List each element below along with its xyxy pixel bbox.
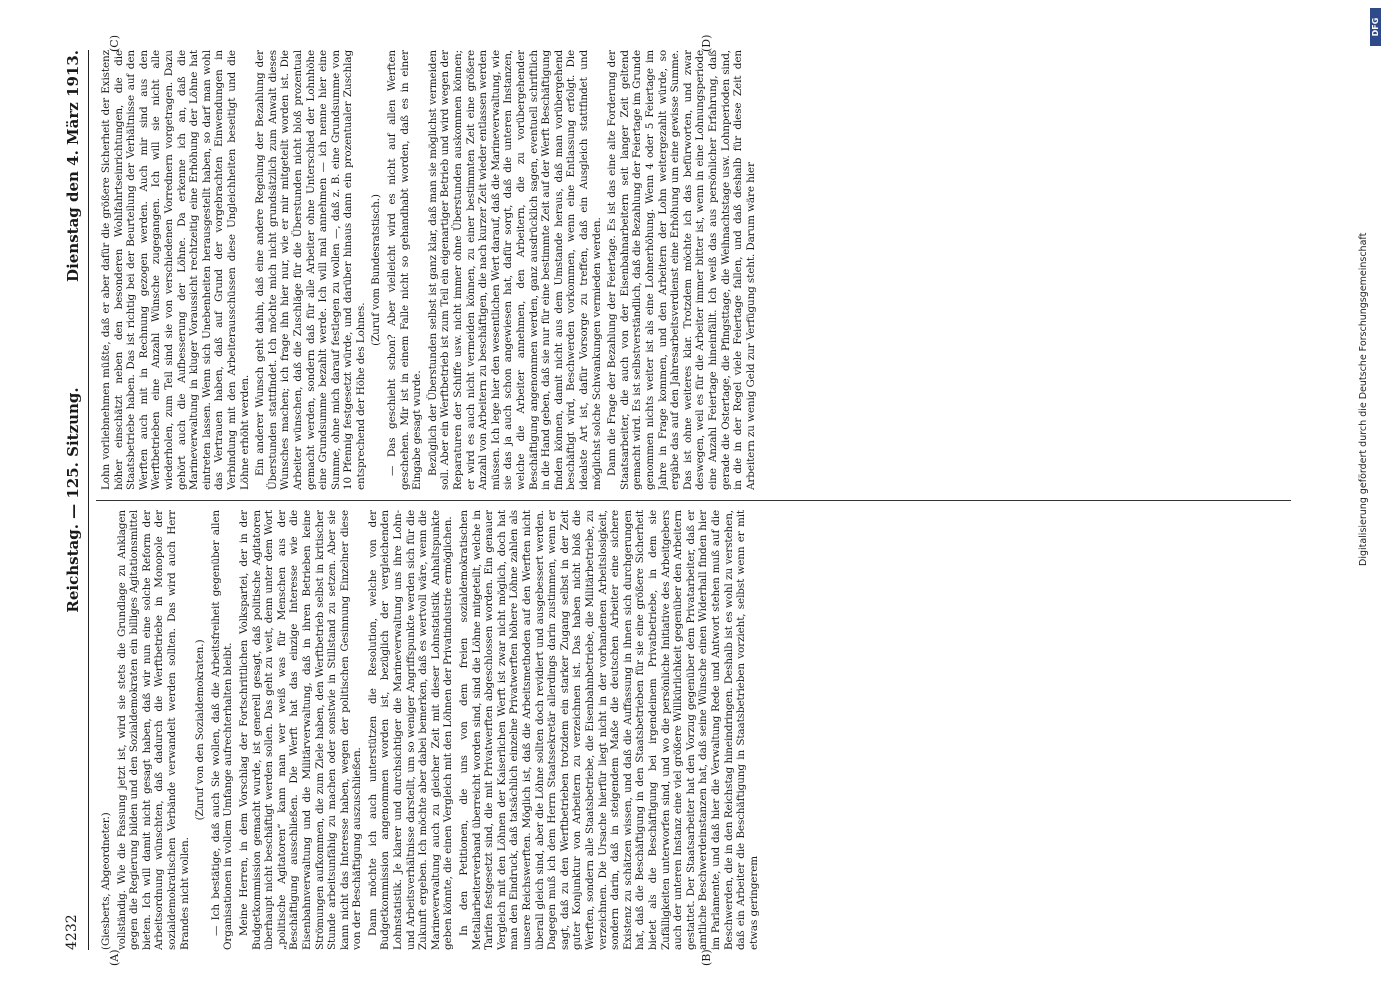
speaker-label: (Giesberts, Abgeordneter.) <box>100 812 112 950</box>
paragraph: Dann möchte ich auch unterstützen die Resolution, welche von der Budgetkommission angenommen worden ist, bezüglich der vergleichenden Lohnstatistik. Je klarer und durchsichtiger die Marineverwaltung uns ihre Lohn- und Arbeitsverhältnisse darstellt, um so weniger Angriffspunkte werden sich für die Zukunft ergeben. Ich möchte aber dabei bemerken, daß es wertvoll wäre, wenn die Marineverwaltung auch zu gleicher Zeit mit dieser Lohnstatistik Anhaltspunkte geben könnte, die einen Vergleich mit den Löhnen der Privatindustrie ermöglichen. <box>366 510 455 950</box>
paragraph: — Ich bestätige, daß auch Sie wollen, daß die Arbeitsfreiheit gegenüber allen Organisationen in vollem Umfange aufrechterhalten bleibt. <box>209 510 235 950</box>
paragraph: Meine Herren, in dem Vorschlag der Fortschrittlichen Volkspartei, der in der Budgetkommission gemacht wurde, ist generell gesagt, daß politische Agitatoren überhaupt nicht beschäftigt werden sollen. Das geht zu weit, denn unter dem Wort „politische Agitatoren“ kann man wer weiß was für Menschen aus der Beschäftigung ausschließen. Die Werft hat das einzige Interesse wie die Eisenbahnverwaltung und die Militärverwaltung, daß in ihren Betrieben keine Strömungen aufkommen, die zum Ziele haben, den Werftbetrieb selbst in kritischer Stunde arbeitsunfähig zu machen oder sonstwie in Stillstand zu setzen. Aber sie kann nicht das Interesse haben, wegen der politischen Gesinnung Einzelner diese von der Beschäftigung auszuschließen. <box>237 510 364 950</box>
paragraph: Bezüglich der Überstunden selbst ist ganz klar, daß man sie möglichst vermeiden soll. Aber ein Werftbetrieb ist zum Teil ein eigenartiger Betrieb und wird wegen der Reparaturen der Schiffe usw. nicht immer ohne Überstunden auskommen können; er wird es auch nicht vermeiden können, zu einer bestimmten Zeit eine größere Anzahl von Arbeitern zu beschäftigen, die nach kurzer Zeit wieder entlassen werden müssen. Ich lege hier den wesentlichen Wert darauf, daß die Marineverwaltung, wie sie das ja auch schon angewiesen hat, dafür sorgt, daß die unteren Instanzen, welche die Arbeiter annehmen, den Arbeitern, die zu vorübergehender Beschäftigung angenommen werden, ganz ausdrücklich sagen, eventuell schriftlich in die Hand geben, daß sie nur für eine bestimmte Zeit auf der Werft Beschäftigung finden können, damit nicht aus dem Umstande heraus, daß man vorübergehend beschäftigt wird, Beschwerden vorkommen, wenn eine Entlassung erfolgt. Die idealste Art ist, dafür Vorsorge zu treffen, daß ein Ausgleich stattfindet und möglichst solche Schwankungen vermieden werden. <box>426 50 603 490</box>
session-date: Dienstag den 4. März 1913. <box>64 50 82 282</box>
paragraph: vollständig. Wie die Fassung jetzt ist, wird sie stets die Grundlage zu Anklagen gegen die Regierung bilden und den Sozialdemokraten ein billiges Agitationsmittel bieten. Ich will damit nicht gesagt haben, daß wir nun eine solche Reform der Arbeitsordnung wünschten, daß dadurch die Werftbetriebe in Monopole der sozialdemokratischen Verbände verwandelt werden sollten. Das wird auch Herr Brandes nicht wollen. <box>115 510 191 950</box>
header-rule <box>88 50 89 950</box>
column-divider <box>96 500 1291 501</box>
left-column <box>100 510 1290 950</box>
digitization-note <box>1352 6 1376 566</box>
page-number: 4232 <box>64 914 80 950</box>
dfg-logo-text: DFG <box>1371 17 1380 37</box>
page-header <box>60 50 90 950</box>
margin-marker-d: (D) <box>700 34 713 52</box>
right-column <box>100 50 1290 490</box>
interjection: (Zuruf vom Bundesratstisch.) <box>370 194 383 346</box>
paragraph: — Das geschieht schon? Aber vielleicht wird es nicht auf allen Werften geschehen. Mir ist in einem Falle nicht so gehandhabt worden, daß es in einer Eingabe gesagt wurde. <box>386 50 424 490</box>
session-title: Reichstag. — 125. Sitzung. <box>64 387 82 613</box>
margin-marker-a: (A) <box>108 949 121 966</box>
paragraph: Ein anderer Wunsch geht dahin, daß eine andere Regelung der Bezahlung der Überstunden stattfindet. Ich möchte mich nicht grundsätzlich zum Anwalt dieses Wunsches machen; ich frage ihn hier nur, wie er mir mitgeteilt worden ist. Die Arbeiter wünschen, daß die Zuschläge für die Überstunden nicht bloß prozentual gemacht werden, sondern daß für alle Arbeiter ohne Unterschied der Lohnhöhe eine Grundsumme bezahlt werde. Ich will mal annehmen — ich nenne hier eine Summe, ohne mich darauf festlegen zu wollen —, daß z. B. eine Grundsumme von 10 Pfennig festgesetzt würde, und darüber hinaus dann ein prozentualer Zuschlag entsprechend der Höhe des Lohnes. <box>254 50 367 490</box>
digitization-note-text: Digitalisierung gefördert durch die Deutsche Forschungsgemeinschaft <box>1358 232 1369 566</box>
rotated-document-page <box>60 30 1300 970</box>
margin-marker-c: (C) <box>108 35 121 52</box>
margin-marker-b: (B) <box>700 949 713 966</box>
paragraph: In den Petitionen, die uns von dem freien sozialdemokratischen Metallarbeiterverband überreicht worden sind, sind die Löhne mitgeteilt, welche in Tarifen festgesetzt sind, die mit Privatwerften abgeschlossen worden. Ein genauer Vergleich mit den Löhnen der Kaiserlichen Werft ist zwar nicht möglich, doch hat man den Eindruck, daß tatsächlich einzelne Privatwerften höhere Löhne zahlen als unsere Reichswerften. Möglich ist, daß die Arbeitsmethoden auf den Werften nicht überall gleich sind, aber die Löhne sollten doch revidiert und ausgebessert werden. Dagegen muß ich dem Herrn Staatssekretär allerdings darin zustimmen, wenn er sagt, daß zu den Werftbetrieben trotzdem ein starker Zugang selbst in der Zeit guter Konjunktur von Arbeitern zu verzeichnen ist. Das haben nicht bloß die Werften, sondern alle Staatsbetriebe, die Eisenbahnbetriebe, die Militärbetriebe, zu verzeichnen. Die Ursache hierfür liegt nicht in der vorhandenen Arbeitslosigkeit, sondern darin, daß in steigendem Maße die deutschen Arbeiter eine sichere Existenz zu schätzen wissen, und daß die Auffassung in ihnen sich durchgerungen hat, daß die Beschäftigung in den Staatsbetrieben für sie eine größere Sicherheit bietet als die Beschäftigung bei irgendeinem Privatbetriebe, in dem sie Zufälligkeiten unterworfen sind, und wo die persönliche Initiative des Arbeitgebers auch der unteren Instanz eine viel größere Willkürlichkeit gegenüber den Arbeitern gestattet. Der Staatsarbeiter hat den Vorzug gegenüber dem Privatarbeiter, daß er amtliche Beschwerdeinstanzen hat, daß seine Wünsche einen Widerhall finden hier im Parlamente, und daß hier die Verwaltung Rede und Antwort stehen muß auf die Beschwerden, die in den Reichstag hineindringen. Deshalb ist es wohl zu verstehen, daß ein Arbeiter die Beschäftigung in Staatsbetrieben vorzieht, selbst wenn er mit etwas geringerem <box>458 510 760 950</box>
paragraph: Lohn vorliebnehmen müßte, daß er aber dafür die größere Sicherheit der Existenz höher einschätzt neben den besonderen Wohlfahrtseinrichtungen, die die Staatsbetriebe haben. Das ist richtig bei der Beurteilung der Verhältnisse auf den Werften auch mit in Rechnung gezogen werden. Auch mir sind aus den Werftbetrieben eine Anzahl Wünsche zugegangen. Ich will sie nicht alle wiederholen, zum Teil sind sie von verschiedenen Vorrednern vorgetragen. Dazu gehört auch die Aufbesserung der Löhne. Da erkenne ich an, daß die Marineverwaltung in kluger Voraussicht rechtzeitig eine Erhöhung der Löhne hat eintreten lassen. Wenn sich Unebenheiten herausgestellt haben, so darf man wohl das Vertrauen haben, daß auf Grund der vorgebrachten Einwendungen in Verbindung mit den Arbeiterausschüssen diese Ungleichheiten beseitigt und die Löhne erhöht werden. <box>100 50 251 490</box>
interjection: (Zuruf von den Sozialdemokraten.) <box>194 639 207 821</box>
paragraph: Dann die Frage der Bezahlung der Feiertage. Es ist das eine alte Forderung der Staatsarbeiter, die auch von der Eisenbahnarbeitern seit langer Zeit geltend gemacht wird. Es ist selbstverständlich, daß die Bezahlung der Feiertage im Grunde genommen nichts weiter ist als eine Lohnerhöhung. Wenn 4 oder 5 Feiertage im Jahre in Frage kommen, und den Arbeitern der Lohn weitergezahlt würde, so ergäbe das auf den Jahresarbeitsverdienst eine Erhöhung um eine gewisse Summe. Das ist ohne weiteres klar. Trotzdem möchte ich das befürworten, und zwar deswegen, weil es für die Arbeiter immer bitter ist, wenn in eine Lohnungsperiode eine Anzahl Feiertage hineinfällt. Ich weiß das aus persönlicher Erfahrung, daß gerade die Ostertage, die Pfingsttage, die Weihnachtstage usw. Lohnperioden sind, in die in der Regel viele Feiertage fallen, und daß deshalb für diese Zeit den Arbeitern zu wenig Geld zur Verfügung steht. Darum wäre hier <box>606 50 757 490</box>
